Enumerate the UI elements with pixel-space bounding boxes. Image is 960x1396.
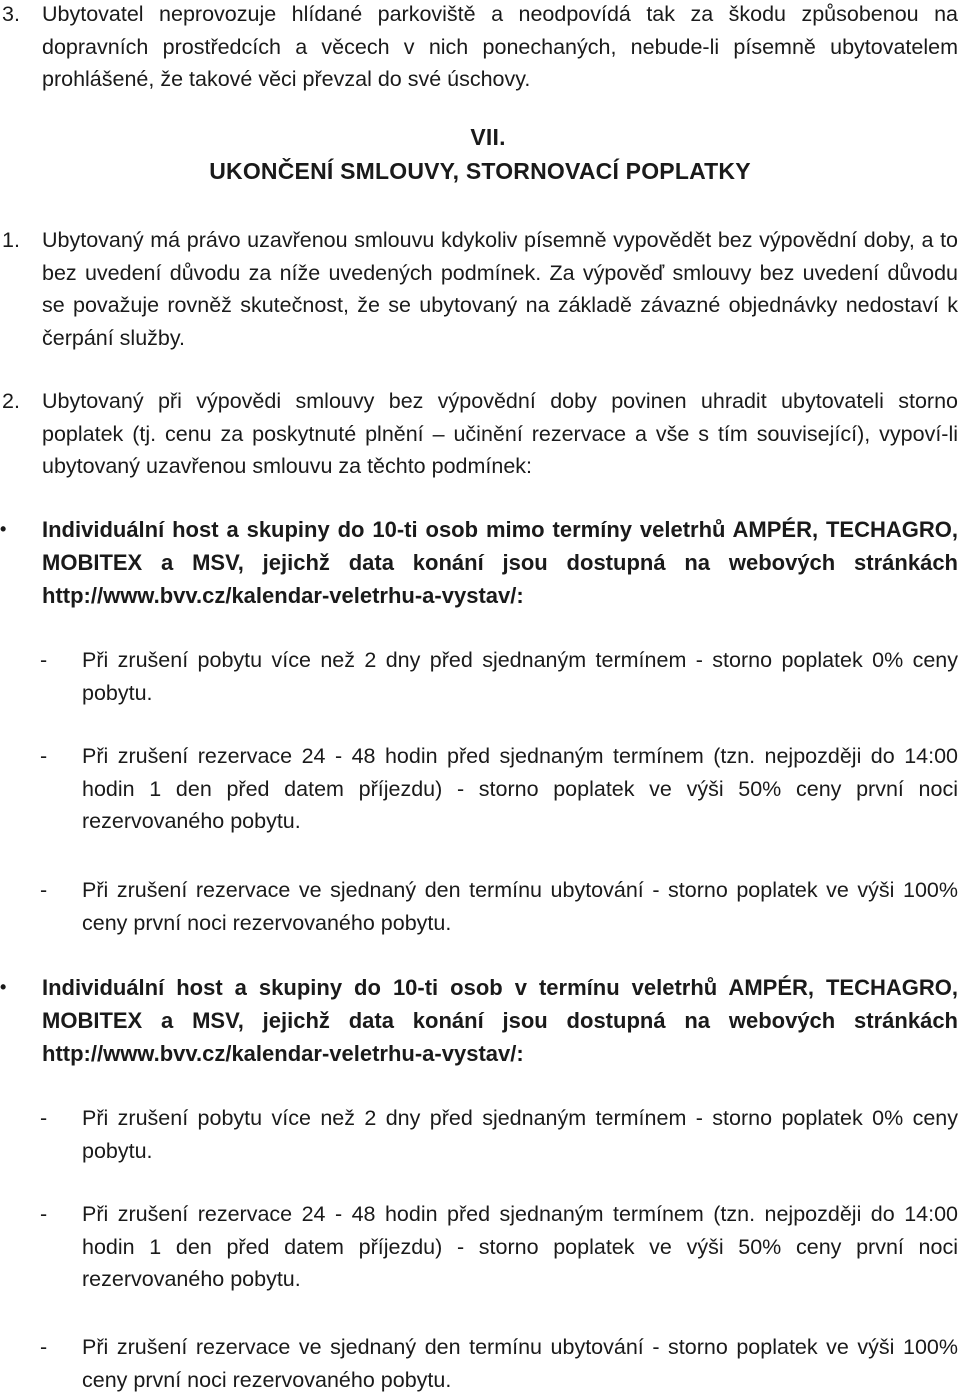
dash-marker: - bbox=[40, 648, 48, 672]
dash-marker: - bbox=[40, 1106, 48, 1130]
section-heading bbox=[0, 120, 960, 188]
section-number: VII. bbox=[470, 124, 506, 150]
list-item-text: Při zrušení rezervace 24 - 48 hodin před sjednaným termínem (tzn. nejpozději do 14:00 hodin 1 den před datem příjezdu) - storno poplatek ve výši 50% ceny první noci rezervovaného pobytu. bbox=[82, 744, 958, 833]
point-3 bbox=[0, 0, 960, 96]
bullet-text: Individuální host a skupiny do 10-ti osob mimo termíny veletrhů AMPÉR, TECHAGRO, MOBITEX a MSV, jejichž data konání jsou dostupná na webových stránkách http://www.bvv.cz/kalendar-veletrhu-a-vystav/: bbox=[42, 517, 958, 608]
list-item bbox=[0, 874, 960, 939]
list-item-text: Při zrušení rezervace ve sjednaný den termínu ubytování - storno poplatek ve výši 100% ceny první noci rezervovaného pobytu. bbox=[82, 1335, 958, 1392]
list-item bbox=[0, 1331, 960, 1396]
dash-marker: - bbox=[40, 1335, 48, 1359]
point-text: Ubytovatel neprovozuje hlídané parkoviště a neodpovídá tak za škodu způsobenou na dopravních prostředcích a věcech v nich ponechaných, nebude-li písemně ubytovatelem prohlášené, že takové věci převzal do své úschovy. bbox=[42, 2, 958, 91]
bullet-text: Individuální host a skupiny do 10-ti osob v termínu veletrhů AMPÉR, TECHAGRO, MOBITEX a MSV, jejichž data konání jsou dostupná na webových stránkách http://www.bvv.cz/kalendar-veletrhu-a-vystav/: bbox=[42, 975, 958, 1066]
list-item-text: Při zrušení pobytu více než 2 dny před sjednaným termínem - storno poplatek 0% ceny pobytu. bbox=[82, 1106, 958, 1163]
point-number: 3. bbox=[2, 2, 20, 26]
list-item bbox=[0, 740, 960, 838]
bullet-item bbox=[0, 971, 960, 1070]
list-item bbox=[0, 644, 960, 709]
dash-marker: - bbox=[40, 878, 48, 902]
point-text: Ubytovaný při výpovědi smlouvy bez výpovědní doby povinen uhradit ubytovateli storno poplatek (tj. cenu za poskytnuté plnění – učinění rezervace a vše s tím související), vypoví-li ubytovaný uzavřenou smlouvu za těchto podmínek: bbox=[42, 389, 958, 478]
point-1 bbox=[0, 224, 960, 354]
point-number: 1. bbox=[2, 228, 20, 252]
point-text: Ubytovaný má právo uzavřenou smlouvu kdykoliv písemně vypovědět bez výpovědní doby, a to bez uvedení důvodu za níže uvedených podmínek. Za výpověď smlouvy bez uvedení důvodu se považuje rovněž skutečnost, že se ubytovaný na základě závazné objednávky nedostaví k čerpání služby. bbox=[42, 228, 958, 350]
list-item bbox=[0, 1198, 960, 1296]
list-item bbox=[0, 1102, 960, 1167]
point-number: 2. bbox=[2, 389, 20, 413]
bullet-marker: • bbox=[0, 519, 7, 539]
section-title: UKONČENÍ SMLOUVY, STORNOVACÍ POPLATKY bbox=[209, 158, 751, 184]
dash-marker: - bbox=[40, 744, 48, 768]
bullet-marker: • bbox=[0, 977, 7, 997]
list-item-text: Při zrušení rezervace ve sjednaný den termínu ubytování - storno poplatek ve výši 100% ceny první noci rezervovaného pobytu. bbox=[82, 878, 958, 935]
bullet-item bbox=[0, 513, 960, 612]
list-item-text: Při zrušení rezervace 24 - 48 hodin před sjednaným termínem (tzn. nejpozději do 14:00 hodin 1 den před datem příjezdu) - storno poplatek ve výši 50% ceny první noci rezervovaného pobytu. bbox=[82, 1202, 958, 1291]
list-item-text: Při zrušení pobytu více než 2 dny před sjednaným termínem - storno poplatek 0% ceny pobytu. bbox=[82, 648, 958, 705]
point-2 bbox=[0, 385, 960, 483]
dash-marker: - bbox=[40, 1202, 48, 1226]
